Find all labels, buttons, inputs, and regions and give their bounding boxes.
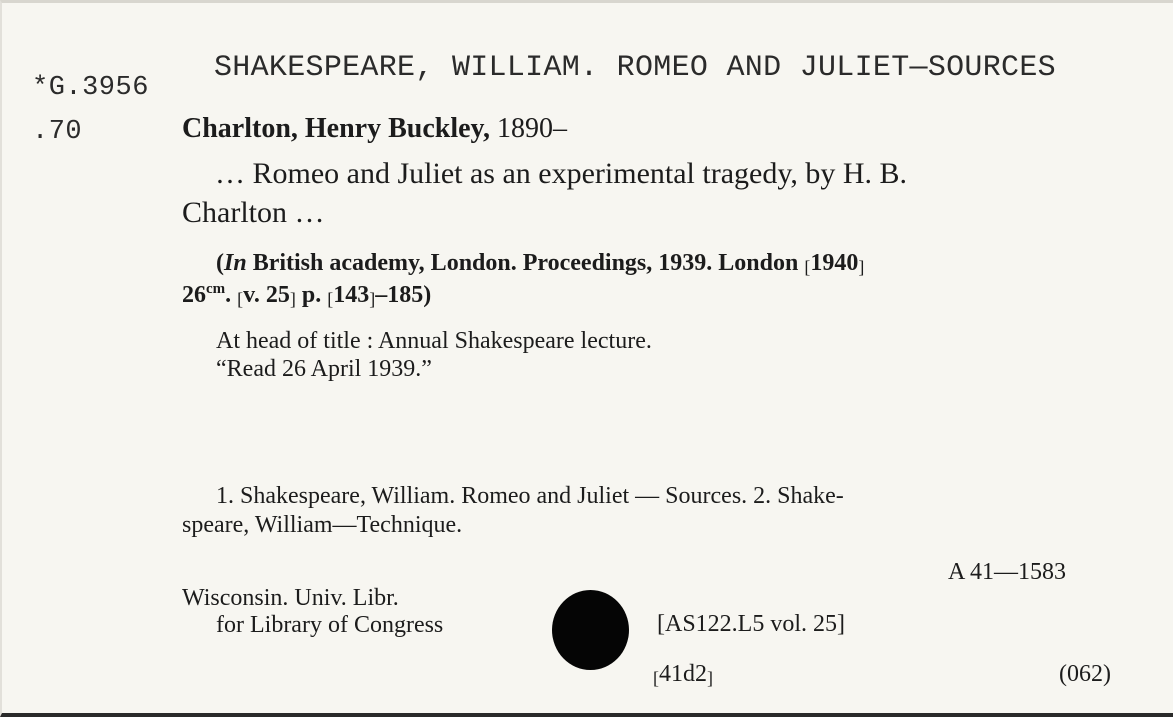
- series-note-line-2: [182, 281, 431, 309]
- title-line-2: Charlton …: [182, 196, 325, 229]
- author-dates: 1890–: [490, 113, 568, 144]
- series-in: In: [224, 250, 247, 276]
- note-line-1: At head of title : Annual Shakespeare lecture.: [216, 328, 652, 354]
- pages-prefix: p.: [295, 282, 328, 308]
- author-name: Charlton, Henry Buckley,: [182, 113, 491, 144]
- year-bracket-open: [: [804, 257, 811, 277]
- series-open-paren: (: [216, 250, 224, 276]
- classmark: [AS122.L5 vol. 25]: [657, 611, 845, 637]
- subject-heading: SHAKESPEARE, WILLIAM. ROMEO AND JULIET—SOURCES: [214, 51, 1056, 85]
- series-note-line-1: [216, 250, 864, 277]
- series-text: British academy, London. Proceedings, 1939. London: [246, 250, 805, 276]
- lccn-number: A 41—1583: [948, 559, 1067, 585]
- after-size: .: [225, 282, 238, 308]
- note-line-2: “Read 26 April 1939.”: [216, 356, 432, 382]
- subject-tracing-line-1: 1. Shakespeare, William. Romeo and Juliet — Sources. 2. Shake-: [216, 483, 844, 509]
- call-number-line-1: *G.3956: [32, 73, 149, 103]
- page-bracket-open: [: [327, 289, 334, 309]
- year-bracket-close: ]: [858, 257, 865, 277]
- order-bracket-close: ]: [707, 668, 713, 688]
- vol-bracket-close: ]: [289, 289, 296, 309]
- subject-tracing-line-2: speare, William—Technique.: [182, 512, 463, 538]
- page-end: –185): [375, 282, 432, 308]
- size-unit: cm: [206, 281, 226, 297]
- title-line-1: … Romeo and Juliet as an experimental tragedy, by H. B.: [215, 157, 908, 190]
- page-start: 143: [333, 282, 370, 308]
- volume: v. 25: [243, 282, 290, 308]
- source-line-1: Wisconsin. Univ. Libr.: [182, 585, 399, 611]
- author-entry: [182, 113, 567, 145]
- page-bracket-close: ]: [369, 289, 376, 309]
- source-line-2: for Library of Congress: [216, 612, 444, 638]
- series-year: 1940: [810, 250, 859, 276]
- order-code: [653, 661, 713, 688]
- price-code: (062): [1059, 661, 1111, 687]
- size: 26: [182, 282, 206, 308]
- order-bracket-open: [: [653, 668, 659, 688]
- call-number-line-2: .70: [32, 117, 83, 147]
- order-code-text: 41d2: [659, 661, 707, 687]
- vol-bracket-open: [: [237, 289, 244, 309]
- punch-hole: [552, 590, 629, 670]
